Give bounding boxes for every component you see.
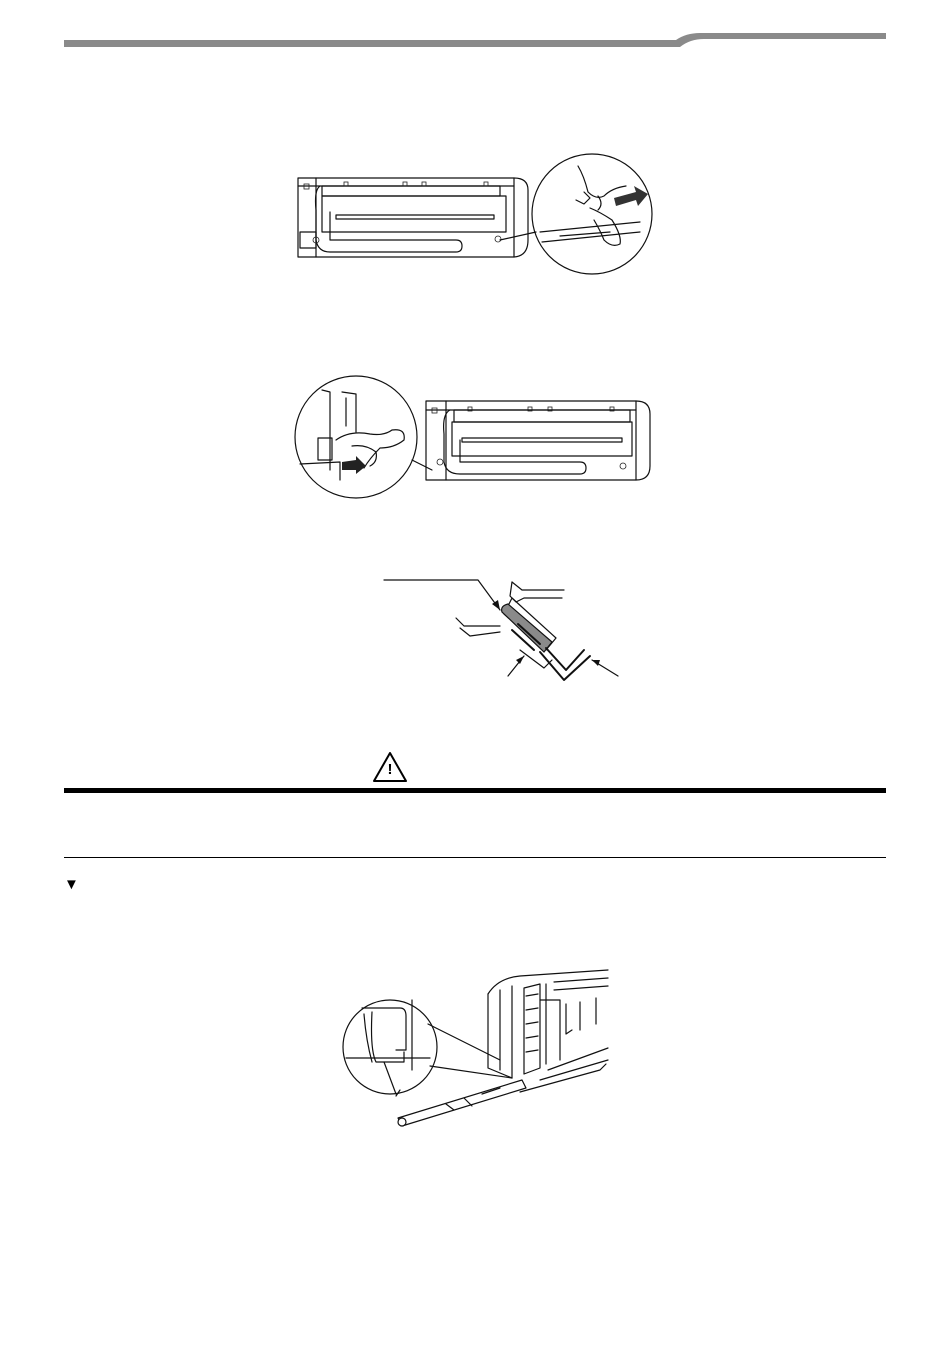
warning-mark: ! — [387, 761, 393, 778]
list-marker: ▼ — [64, 876, 79, 893]
